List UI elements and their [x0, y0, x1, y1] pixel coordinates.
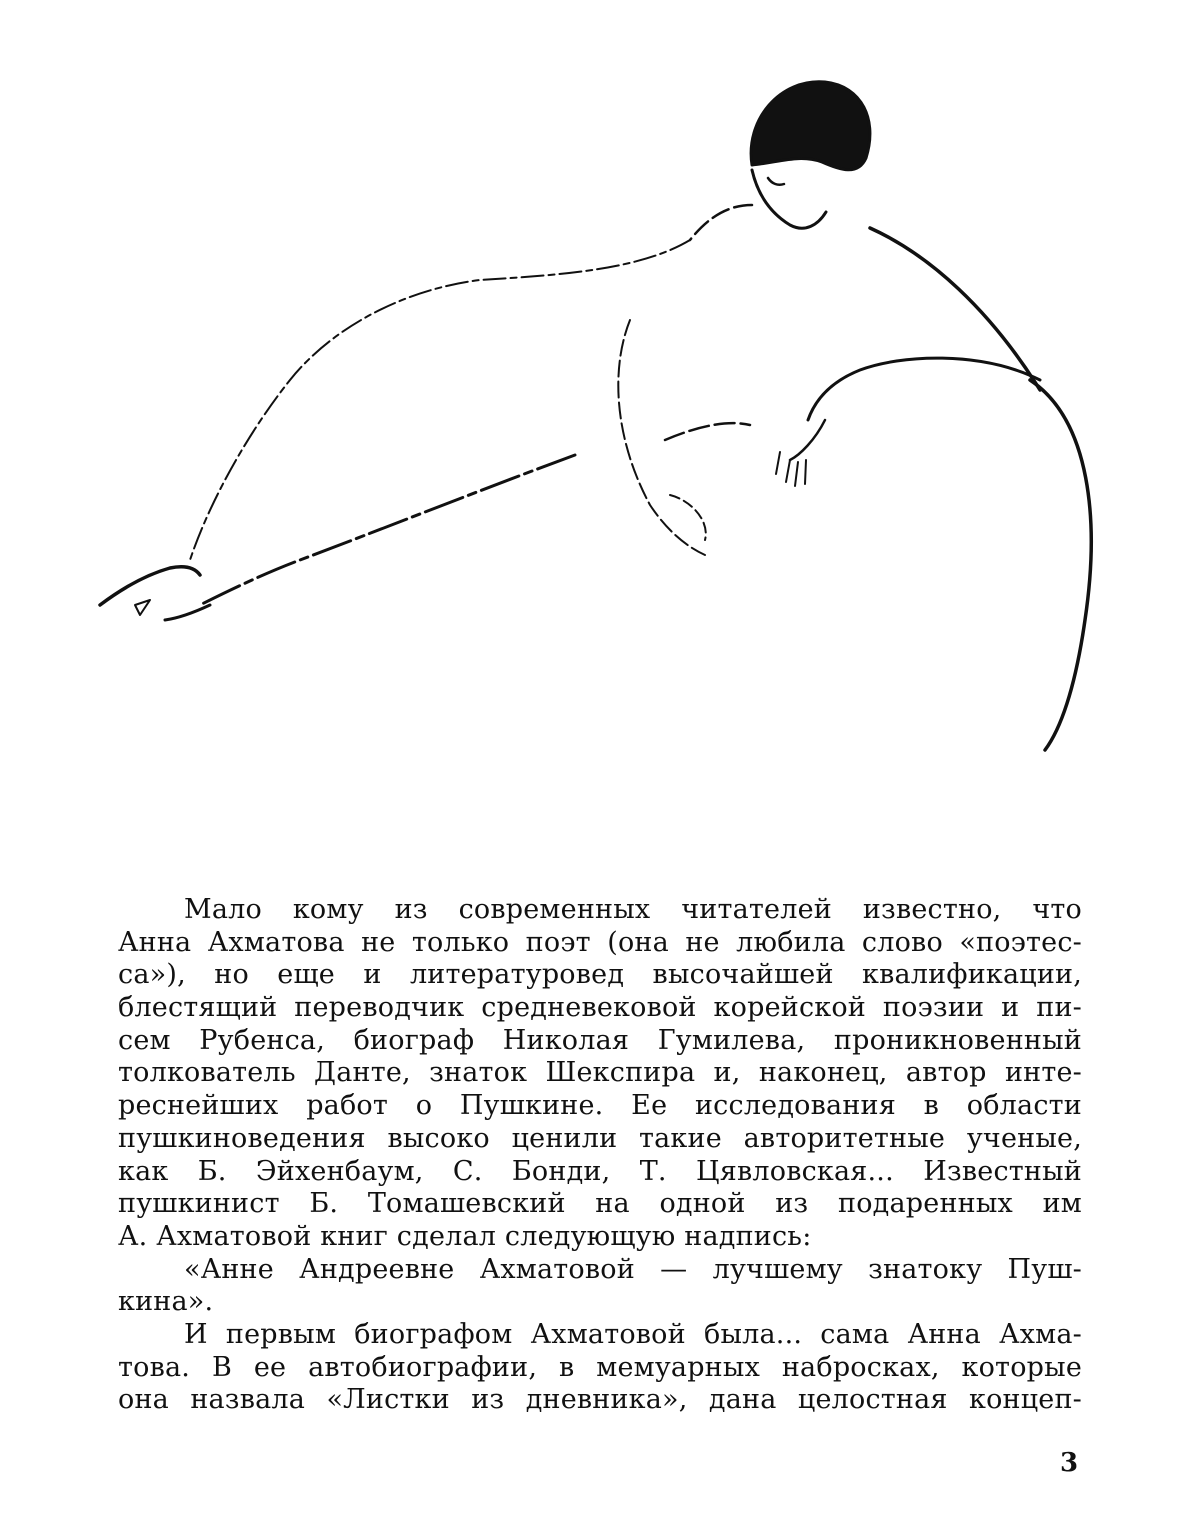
quote-line: кина».	[118, 1286, 214, 1318]
text-line: сем Рубенса, биограф Николая Гумилева, проникновенный	[118, 1024, 1082, 1056]
text-line: пушкиноведения высоко ценили такие авторитетные ученые,	[118, 1122, 1082, 1154]
text-line: Анна Ахматова не только поэт (она не любила слово «поэтес-	[118, 926, 1082, 958]
text-line: как Б. Эйхенбаум, С. Бонди, Т. Цявловская... Известный	[118, 1155, 1082, 1187]
text-line: она назвала «Листки из дневника», дана целостная концеп-	[118, 1384, 1082, 1416]
text-line: са»), но еще и литературовед высочайшей квалификации,	[118, 959, 1082, 991]
text-line: А. Ахматовой книг сделал следующую надпись:	[118, 1220, 812, 1252]
text-line: това. В ее автобиографии, в мемуарных набросках, которые	[118, 1351, 1082, 1383]
text-line: пушкинист Б. Томашевский на одной из подаренных им	[118, 1188, 1082, 1220]
quote-line: «Анне Андреевне Ахматовой — лучшему знатоку Пуш-	[184, 1253, 1082, 1285]
text-line: И первым биографом Ахматовой была... сама Анна Ахма-	[184, 1318, 1082, 1350]
text-line: толкователь Данте, знаток Шекспира и, наконец, автор инте-	[118, 1057, 1082, 1089]
body-text	[118, 894, 1082, 1417]
text-line: блестящий переводчик средневековой корейской поэзии и пи-	[118, 992, 1082, 1024]
text-line: Мало кому из современных читателей известно, что	[184, 894, 1082, 925]
page-number: 3	[1060, 1448, 1079, 1478]
text-line: реснейших работ о Пушкине. Ее исследования в области	[118, 1090, 1082, 1122]
